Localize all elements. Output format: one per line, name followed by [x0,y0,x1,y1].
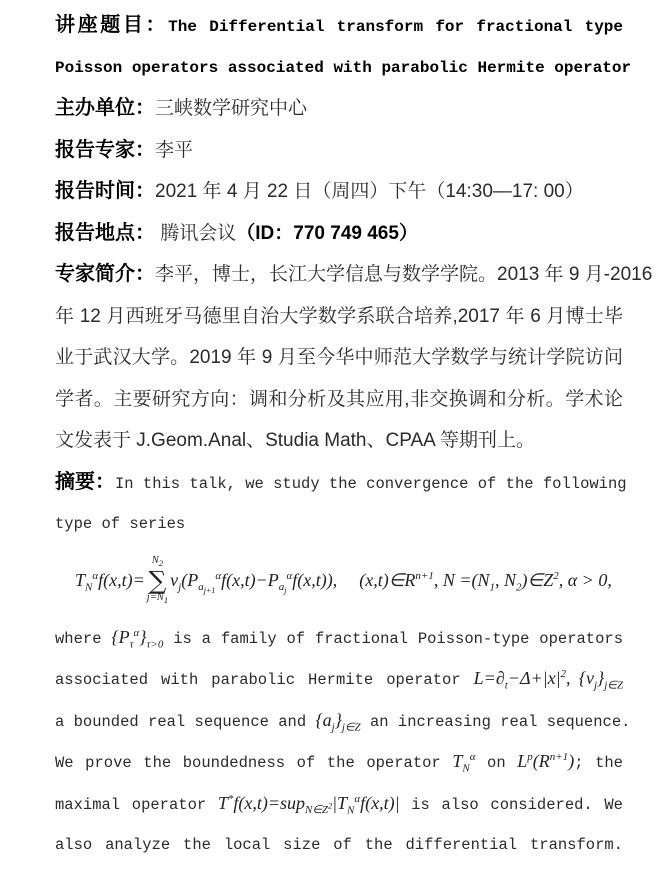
maximal-text-post: is also considered. We [399,795,623,814]
prove-text-post: ; the [574,754,623,772]
poisson-family-math: $\{P_\tau^\alpha\}_{\tau>0}$ [111,626,164,651]
venue-label: 报告地点： [55,221,155,244]
abstract-associated-line [55,658,623,700]
bio-label: 专家简介： [55,263,155,285]
bio-text-3: 业于武汉大学。2019 年 9 月至今华中师范大学数学与统计学院访问 [55,347,623,368]
maximal-operator-math: $T^*f(x,t)=sup_{N\in Z^2}|T_N^\alpha f(x,t)|$ [217,792,400,817]
speaker-label: 报告专家： [55,138,155,161]
time-label: 报告时间： [55,180,155,202]
abstract-where-line [55,617,623,659]
abstract-label: 摘要： [55,470,115,493]
maximal-text-pre: maximal operator [55,795,218,814]
bio-line-5 [55,420,623,462]
venue-line [55,213,623,255]
organizer-line [55,88,623,130]
organizer-value: 三峡数学研究中心 [155,98,308,119]
lecture-title-text-2: Poisson operators associated with parabolic Hermite operator [55,58,632,77]
bio-line-2 [55,296,623,338]
lecture-title-line-1 [55,5,623,47]
closing-text: also analyze the local size of the differential transform. [55,836,623,854]
lecture-title-line-2 [55,47,632,89]
abstract-intro-text-2: type of series [55,515,186,533]
increasing-sequence-math: $\{a_j\}_{j\in Z}$ [315,709,361,734]
formula-condition: $(x,t)\in R^{n+1}$, $N =(N_1$, $N_2)\in Z^2$, α > 0, [359,570,612,594]
abstract-closing-line [55,824,623,866]
sigma-icon: ∑ [148,566,167,595]
lecture-title-label: 讲座题目： [55,14,169,36]
associated-text-pre: associated with parabolic Hermite operator [55,671,474,689]
abstract-maximal-line [55,783,623,825]
prove-text-pre: We prove the boundedness of the operator [55,754,453,772]
time-value: 2021 年 4 月 22 日（周四）下午（14:30—17: 00） [155,181,584,202]
where-text-post: is a family of fractional Poisson-type operators [163,629,624,648]
bounded-text-post: an increasing real sequence. [360,712,631,731]
hermite-operator-math: $L=\partial_t-\Delta+|x|^2$, $\{v_j\}_{j\in Z}$ [473,668,624,692]
lecture-title-text-1: The Differential transform for fractional type [168,18,624,36]
abstract-display-formula [55,545,623,617]
summation-symbol [147,556,168,605]
bio-line-3 [55,337,623,379]
organizer-label: 主办单位： [55,97,155,119]
where-text-pre: where [55,629,112,648]
formula-rhs: $v_j(P_{a_{j+1}}^\alpha f(x,t)-P_{a_j}^\alpha f(x,t))$, [170,569,338,596]
speaker-line [55,130,623,172]
time-line [55,171,623,213]
abstract-intro-line-2 [55,503,623,545]
prove-text-mid: on [475,754,518,772]
bio-text-4: 学者。主要研究方向：调和分析及其应用,非交换调和分析。学术论 [55,388,623,410]
venue-meeting-id: （ID：770 749 465） [236,222,418,244]
abstract-bounded-line [55,700,631,742]
abstract-intro-line-1 [55,462,627,504]
summation-lower-limit: $j=N_1$ [146,592,169,606]
bio-text-5: 文发表于 J.Geom.Anal、Studia Math、CPAA 等期刊上。 [55,430,536,451]
operator-tn-math: $T_N^\alpha$ [452,751,476,775]
summation-upper-limit: $N_2$ [151,555,164,569]
bio-text-1: 李平，博士，长江大学信息与数学学院。2013 年 9 月-2016 [155,264,653,285]
bio-text-2: 年 12 月西班牙马德里自治大学数学系联合培养,2017 年 6 月博士毕 [55,305,623,327]
venue-value: 腾讯会议 [155,222,237,244]
speaker-value: 李平 [155,139,194,161]
abstract-intro-text-1: In this talk, we study the convergence of the following [115,474,627,493]
bio-line-4 [55,379,623,421]
bio-line-1 [55,254,653,296]
lp-space-math: $L^p(R^{n+1})$ [517,751,575,771]
abstract-prove-line [55,741,623,783]
formula-lhs: $T_N^\alpha f(x,t)=$ [75,570,145,594]
bounded-text-pre: a bounded real sequence and [55,712,316,731]
